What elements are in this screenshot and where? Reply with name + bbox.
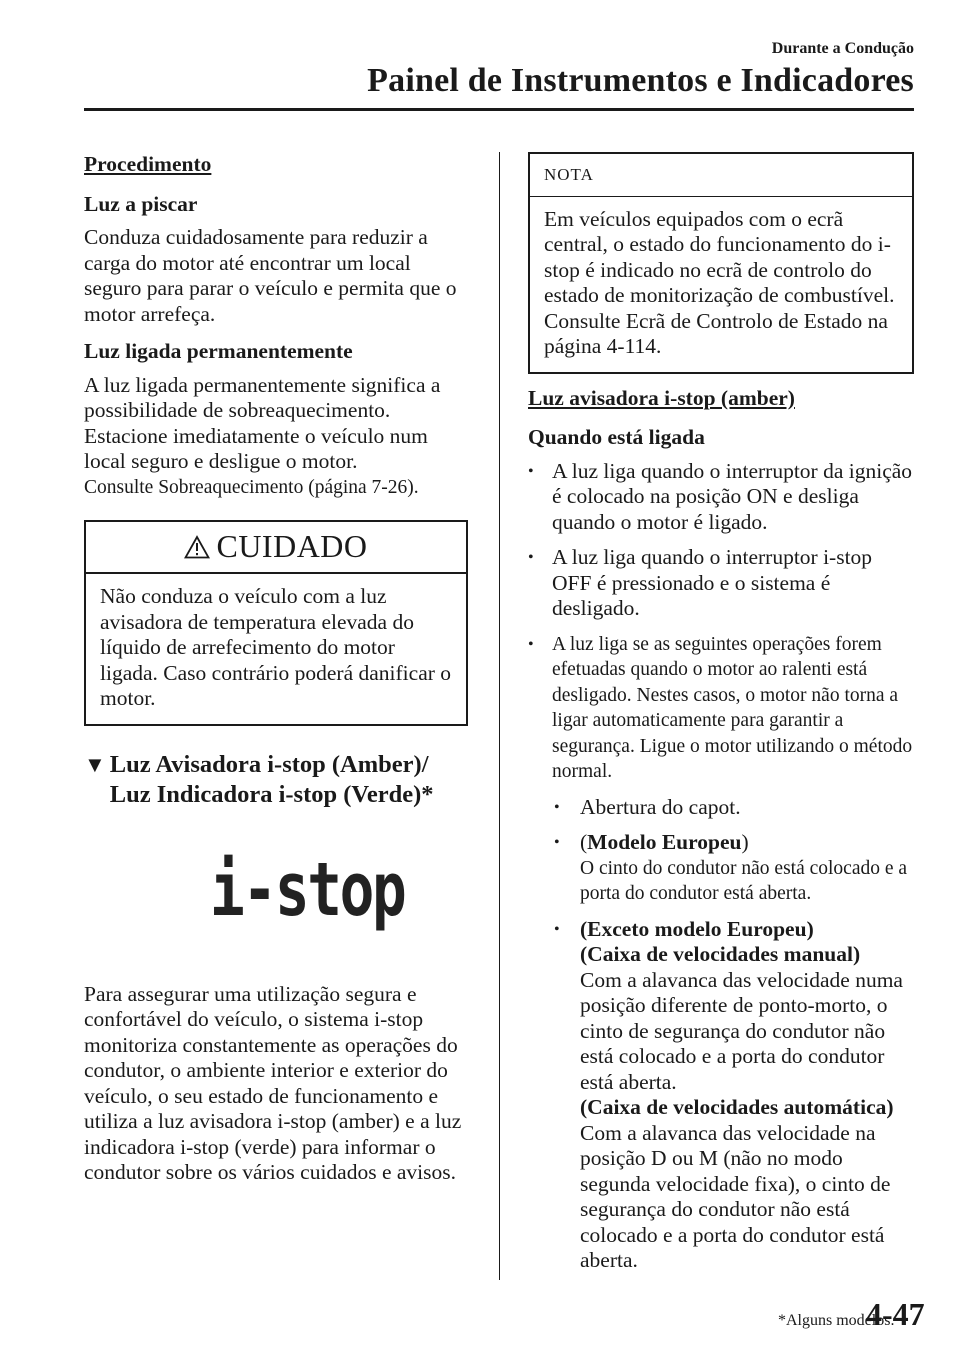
steady-text: A luz ligada permanentemente significa a possibilidade de sobreaquecimento. Estacione imediatamente o veículo num local seguro e desligue o motor. [84, 372, 441, 473]
amber-heading: Luz avisadora i-stop (amber) [528, 385, 795, 410]
caution-text: Não conduza o veículo com a luz avisadora de temperatura elevada do líquido de arrefecimento do motor ligada. Caso contrário poderá danificar o motor. [100, 584, 452, 710]
steady-heading: Luz ligada permanentemente [84, 339, 353, 363]
page-number: 4-47 [866, 1296, 925, 1332]
section-title [84, 750, 472, 810]
procedure-heading: Procedimento [84, 152, 212, 176]
note-body [530, 197, 912, 372]
caution-title: CUIDADO [216, 528, 368, 565]
list-item: • A luz liga quando o interruptor da ignição é colocado na posição ON e desliga quando o motor é ligado. [528, 459, 914, 536]
bullet-list [528, 459, 914, 1274]
note-text-2: Consulte Ecrã de Controlo de Estado na página 4-114. [544, 308, 888, 358]
except-european-label: Exceto modelo Europeu [587, 916, 807, 941]
warning-triangle-icon [184, 535, 210, 559]
note-label: NOTA [530, 154, 912, 197]
note-text-1: Em veículos equipados com o ecrã central, o estado do funcionamento do i-stop é indicado no ecrã de controlo do estado de monitorização de combustível. [544, 206, 895, 307]
istop-symbol: i-stop [210, 846, 405, 933]
manual-transmission-label: Caixa de velocidades manual [587, 942, 853, 966]
sub-list-item [528, 830, 914, 907]
sub-list-item [528, 917, 914, 1274]
section-title-line-1: Luz Avisadora i-stop (Amber)/ [109, 750, 429, 778]
blinking-text: Conduza cuidadosamente para reduzir a carga do motor até encontrar um local seguro para parar o veículo e permita que o motor arrefeça. [84, 225, 457, 326]
column-divider [499, 152, 500, 1280]
sub-item-label: (Caixa de velocidades automática) [580, 1095, 894, 1119]
down-triangle-icon: ▼ [84, 751, 106, 777]
section-title-line-2: Luz Indicadora i-stop (Verde)* [109, 780, 434, 808]
page-title: Painel de Instrumentos e Indicadores [367, 62, 914, 99]
sub-item-text: Com a alavanca das velocidade na posição D ou M (não no modo segunda velocidade fixa), o cinto de segurança do condutor não está colocado e a porta do condutor está aberta. [580, 1120, 891, 1272]
sub-item-label: (Caixa de velocidades manual) [580, 942, 861, 966]
european-model-label: Modelo Europeu [587, 830, 742, 854]
list-item: • A luz liga se as seguintes operações forem efetuadas quando o motor ao ralenti está desligado. Nestes casos, o motor não torna a ligar automaticamente para garantir a segurança. Ligue o motor utilizando o método normal. [528, 632, 914, 785]
sub-item-label: • (Exceto modelo Europeu) [580, 916, 814, 941]
sub-list-item: • Abertura do capot. [528, 795, 914, 821]
when-on-heading: Quando está ligada [528, 425, 705, 449]
caution-box [84, 520, 468, 726]
sub-item-text: Com a alavanca das velocidade numa posição diferente de ponto-morto, o cinto de segurança do condutor não está colocado e a porta do condutor está aberta. [580, 967, 903, 1094]
footer-note: *Alguns modelos. [778, 1312, 895, 1329]
list-item: • A luz liga quando o interruptor i-stop OFF é pressionado e o sistema é desligado. [528, 545, 914, 622]
header-rule [84, 108, 914, 111]
right-column [528, 152, 914, 1284]
left-column [84, 152, 472, 1186]
section-label: Durante a Condução [771, 40, 914, 57]
caution-body [86, 574, 466, 724]
automatic-transmission-label: Caixa de velocidades automática [587, 1095, 887, 1119]
steady-ref: Consulte Sobreaquecimento (página 7-26). [84, 476, 419, 498]
caution-header [86, 522, 466, 574]
istop-intro-text: Para assegurar uma utilização segura e confortável do veículo, o sistema i-stop monitoriza constantemente as operações do condutor, o ambiente interior e exterior do veículo, o seu estado de funcionamento e utiliza a luz avisadora i-stop (amber) e a luz indicadora i-stop (verde) para informar o condutor sobre os vários cuidados e avisos. [84, 981, 462, 1184]
sub-item-text: O cinto do condutor não está colocado e a porta do condutor está aberta. [580, 857, 908, 904]
blinking-heading: Luz a piscar [84, 191, 198, 216]
sub-item-label: • (Modelo Europeu) [580, 830, 749, 854]
note-box [528, 152, 914, 374]
section-title-text [110, 750, 434, 810]
